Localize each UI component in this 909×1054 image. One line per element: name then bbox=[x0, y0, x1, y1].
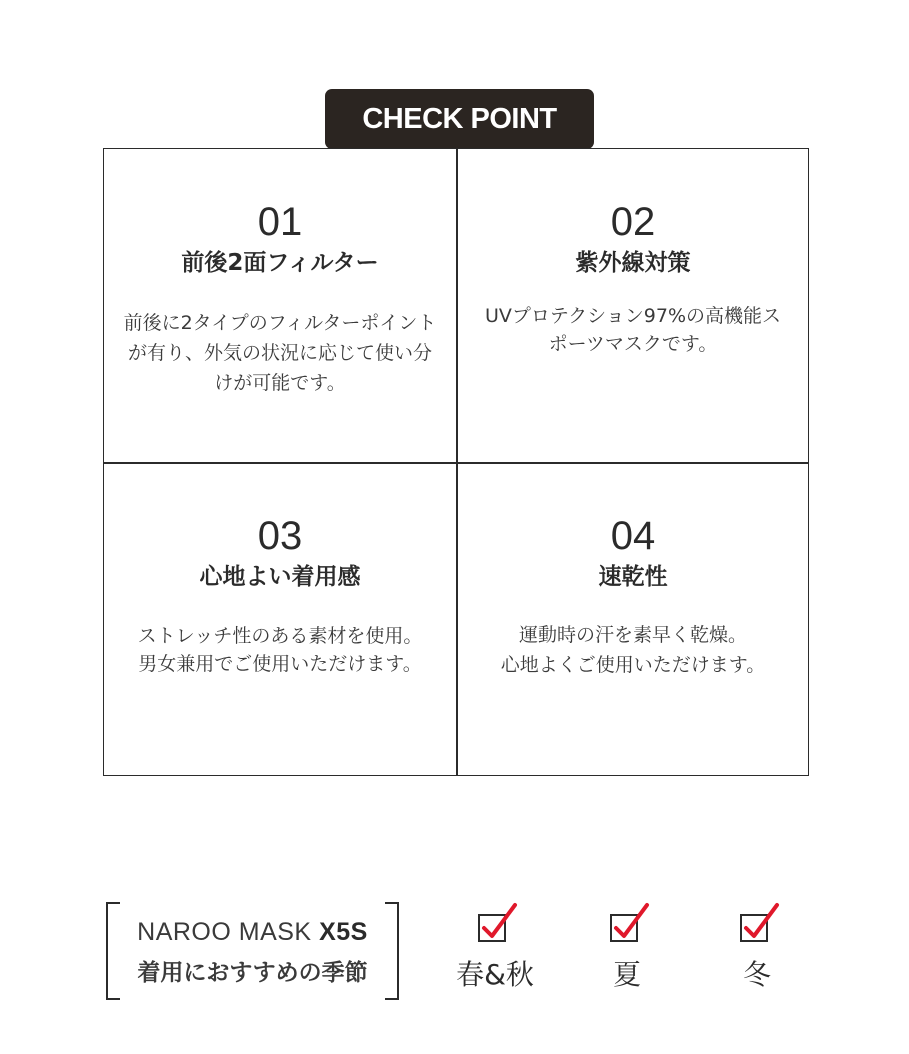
point-title: 速乾性 bbox=[598, 564, 668, 590]
desc-line: が有り、外気の状況に応じて使い分 bbox=[127, 342, 432, 364]
recommend-box bbox=[106, 902, 399, 1000]
season-label: 冬 bbox=[742, 958, 771, 991]
desc-line: けが可能です。 bbox=[214, 372, 346, 394]
checkbox-checked-icon bbox=[465, 902, 525, 946]
recommend-title: 着用におすすめの季節 bbox=[137, 960, 368, 986]
desc-line: 男女兼用でご使用いただけます。 bbox=[138, 653, 422, 675]
desc-line: 前後に2タイプのフィルターポイント bbox=[123, 312, 437, 334]
desc-line: ストレッチ性のある素材を使用。 bbox=[137, 625, 423, 647]
point-description bbox=[115, 622, 445, 678]
checkbox-checked-icon bbox=[597, 902, 657, 946]
point-title: 心地よい着用感 bbox=[199, 564, 361, 590]
product-name bbox=[106, 918, 399, 947]
season-label: 春&秋 bbox=[456, 958, 534, 991]
checkbox-checked-icon bbox=[727, 902, 787, 946]
desc-line: ポーツマスクです。 bbox=[548, 333, 718, 355]
season-summer bbox=[567, 902, 687, 992]
point-title: 前後2面フィルター bbox=[181, 250, 379, 276]
check-point-badge: CHECK POINT bbox=[325, 89, 594, 149]
desc-line: 心地よくご使用いただけます。 bbox=[500, 654, 766, 676]
point-description bbox=[468, 620, 798, 680]
season-winter bbox=[697, 902, 817, 992]
point-cell-1 bbox=[104, 149, 456, 462]
point-cell-3 bbox=[104, 463, 456, 776]
point-cell-2 bbox=[457, 149, 809, 462]
check-point-grid bbox=[103, 148, 809, 776]
point-title: 紫外線対策 bbox=[575, 250, 691, 276]
brand-name: NAROO MASK bbox=[137, 918, 312, 946]
point-number: 04 bbox=[610, 514, 656, 558]
model-name: X5S bbox=[319, 918, 368, 946]
season-spring-autumn bbox=[435, 902, 555, 992]
point-cell-4 bbox=[457, 463, 809, 776]
point-number: 02 bbox=[610, 200, 656, 244]
point-description bbox=[468, 302, 798, 358]
desc-line: UVプロテクション97%の高機能ス bbox=[485, 305, 781, 327]
point-number: 03 bbox=[257, 514, 303, 558]
point-description bbox=[115, 308, 445, 398]
season-label: 夏 bbox=[612, 958, 641, 991]
point-number: 01 bbox=[257, 200, 303, 244]
desc-line: 運動時の汗を素早く乾燥。 bbox=[518, 624, 747, 646]
